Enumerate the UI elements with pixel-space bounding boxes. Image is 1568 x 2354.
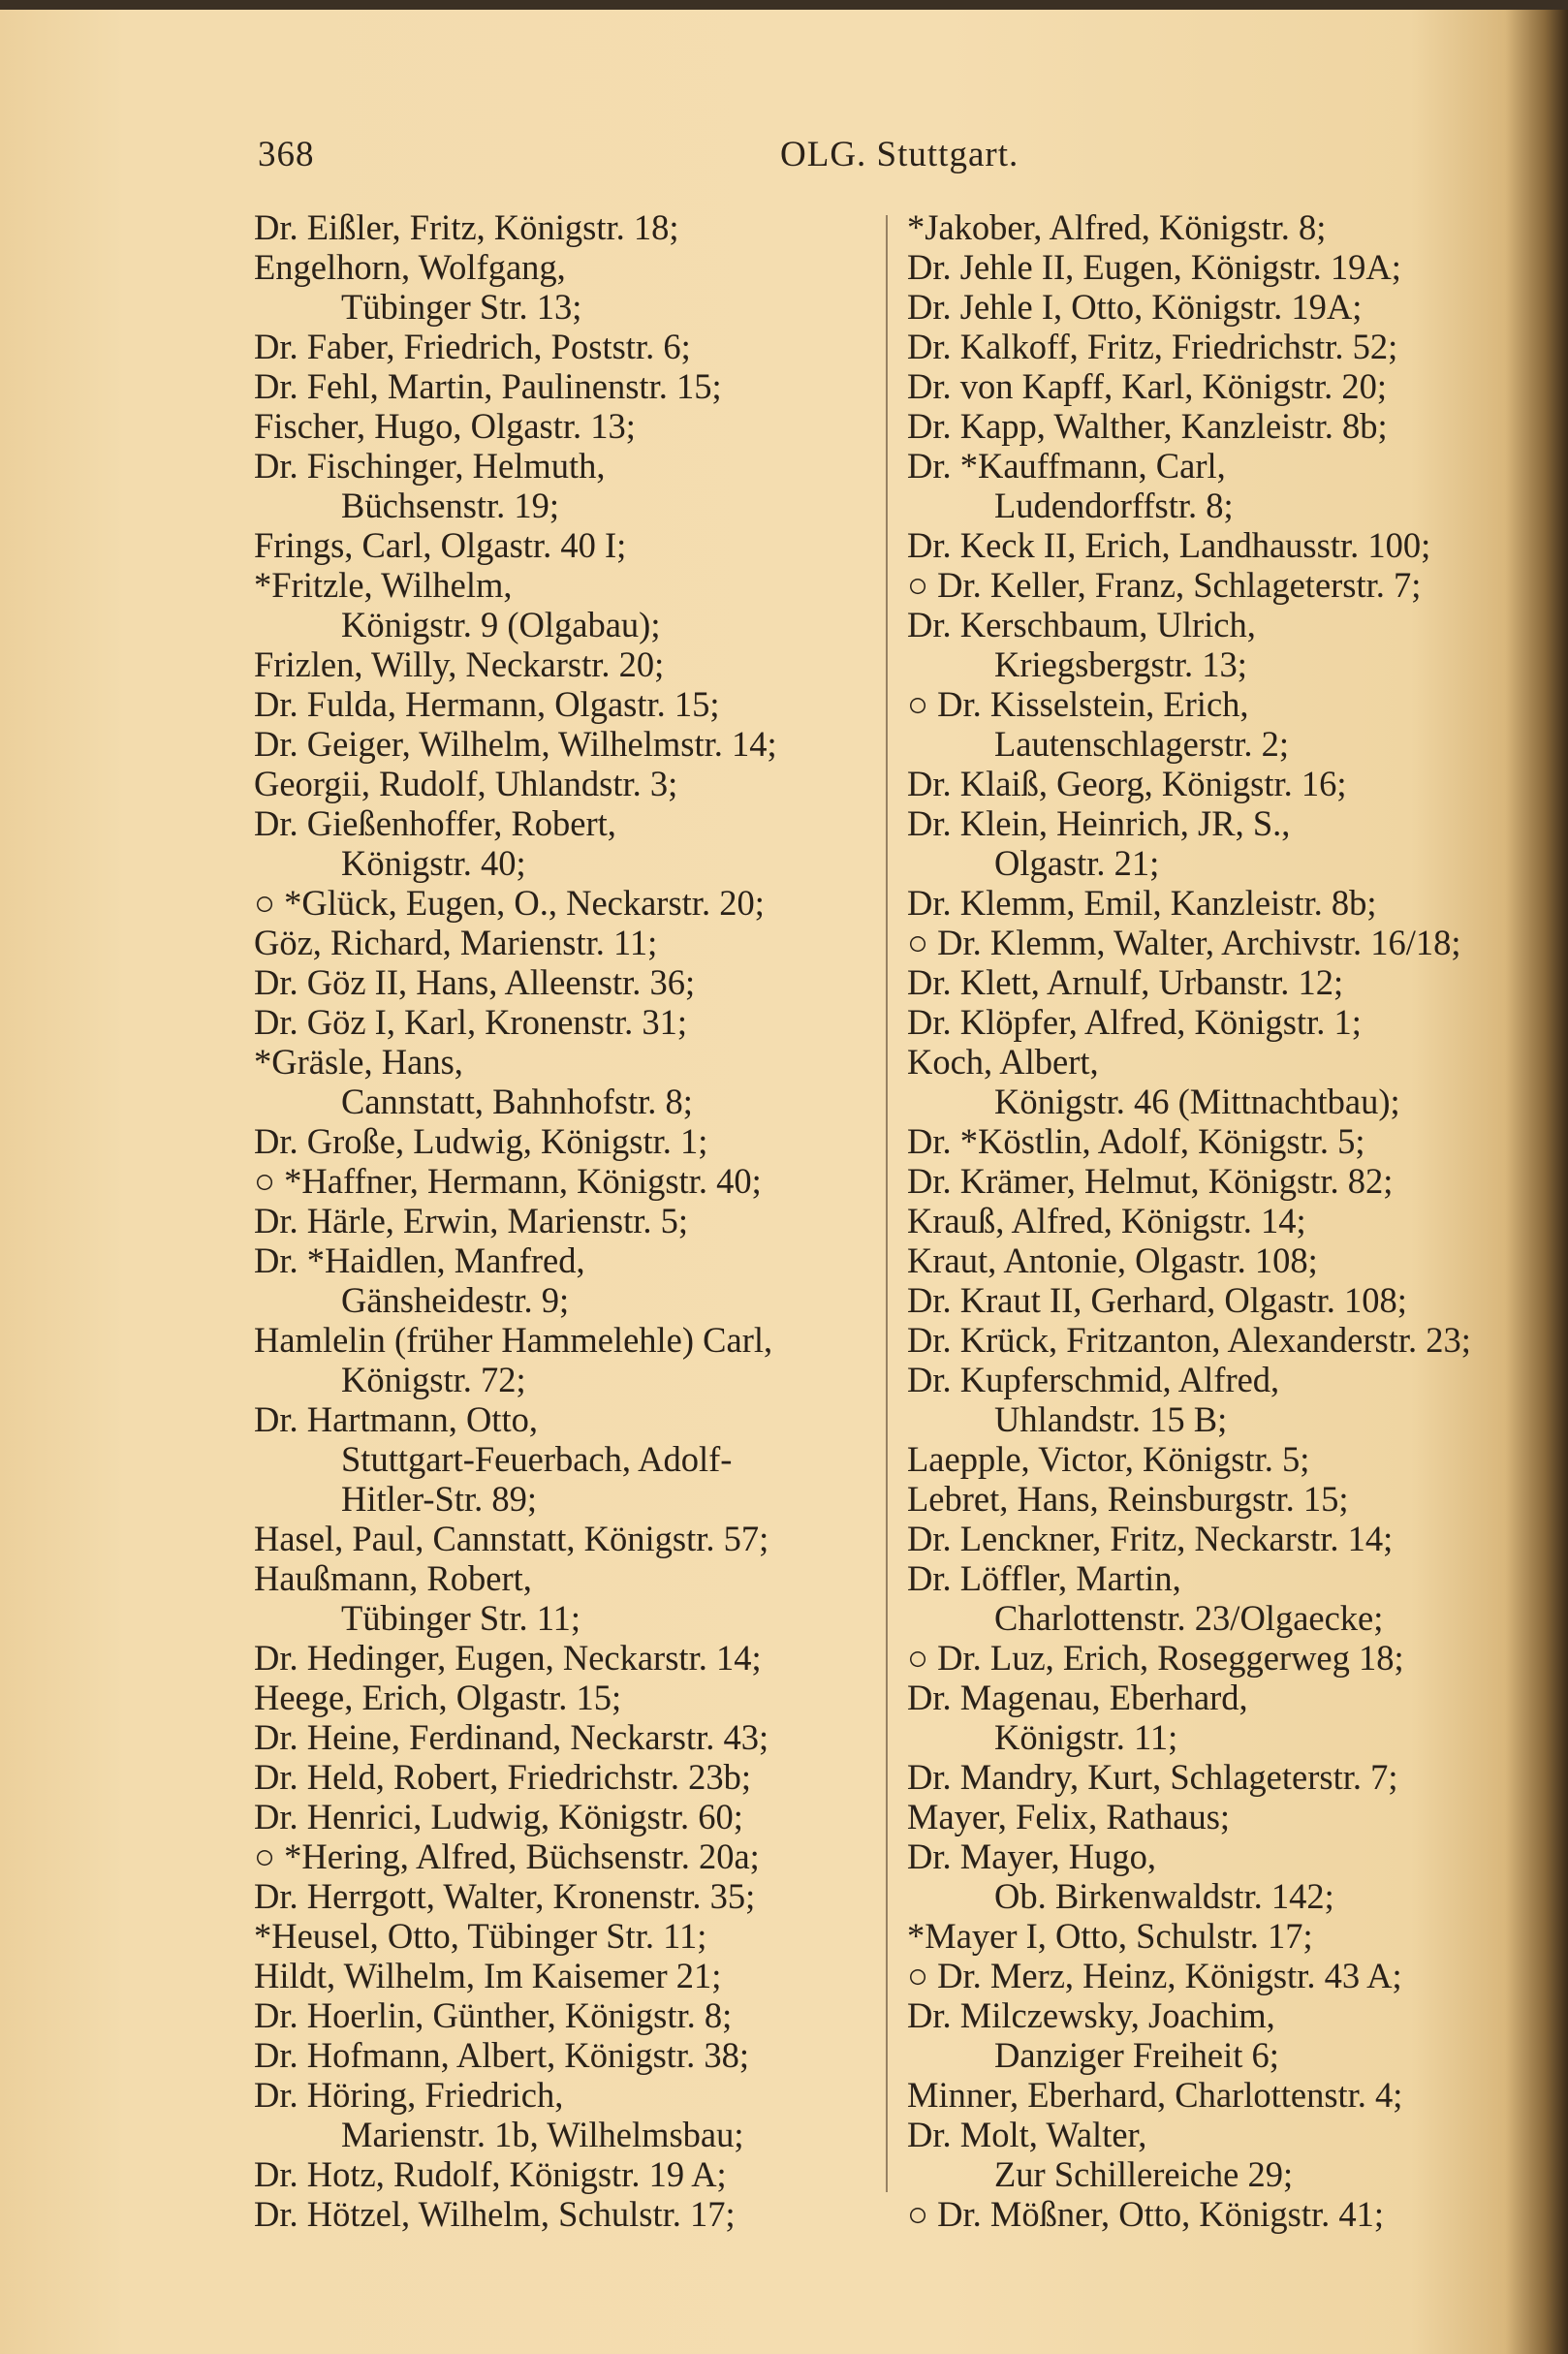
entry-line: Frizlen, Willy, Neckarstr. 20; [254,644,665,684]
entry-address-line: Königstr. 46 (Mittnachtbau); [994,1082,1400,1121]
left-column [254,207,777,2234]
entry-line: Laepple, Victor, Königstr. 5; [907,1439,1310,1479]
entry-line: Dr. von Kapff, Karl, Königstr. 20; [907,366,1388,406]
entry-line: Dr. Milczewsky, Joachim, [907,1995,1275,2035]
directory-entry [907,883,1471,923]
entry-address-line: Gänsheidestr. 9; [341,1280,570,1320]
entry-line: Dr. Kerschbaum, Ulrich, [907,605,1256,644]
entry-line: Dr. Hotz, Rudolf, Königstr. 19 A; [254,2154,727,2194]
directory-entry [907,1757,1471,1797]
directory-entry [254,644,777,684]
entry-line: Dr. Jehle II, Eugen, Königstr. 19A; [907,247,1401,287]
entry-line: Dr. Hoerlin, Günther, Königstr. 8; [254,1995,733,2035]
entry-line: Dr. *Kauffmann, Carl, [907,446,1226,486]
entry-line: Dr. Klemm, Emil, Kanzleistr. 8b; [907,883,1377,923]
entry-address-line: Königstr. 9 (Olgabau); [341,605,661,644]
entry-line: Dr. Klöpfer, Alfred, Königstr. 1; [907,1002,1362,1042]
directory-entry [254,2035,777,2075]
directory-entry [907,2115,1471,2194]
directory-entry [907,1797,1471,1836]
directory-entry [907,1320,1471,1360]
directory-entry [254,1717,777,1757]
directory-entry [907,1002,1471,1042]
directory-entry [907,1678,1471,1757]
entry-line: Lebret, Hans, Reinsburgstr. 15; [907,1479,1349,1519]
entry-line: Georgii, Rudolf, Uhlandstr. 3; [254,764,678,803]
entry-address-line: Königstr. 40; [341,843,526,883]
directory-entry [907,684,1471,764]
entry-line: Dr. Krämer, Helmut, Königstr. 82; [907,1161,1394,1201]
entry-address-line: Tübinger Str. 13; [341,287,582,327]
entry-address-line: Königstr. 11; [994,1717,1178,1757]
entry-line: Dr. *Köstlin, Adolf, Königstr. 5; [907,1121,1365,1161]
directory-entry [907,1916,1471,1956]
directory-entry [254,1995,777,2035]
directory-entry [254,406,777,446]
directory-entry [254,207,777,247]
directory-entry [254,923,777,962]
entry-line: Haußmann, Robert, [254,1558,532,1598]
entry-line: Dr. Faber, Friedrich, Poststr. 6; [254,327,691,366]
entry-line: Heege, Erich, Olgastr. 15; [254,1678,622,1717]
entry-address-line: Stuttgart-Feuerbach, Adolf- [341,1439,733,1479]
entry-line: ○ *Haffner, Hermann, Königstr. 40; [254,1161,762,1201]
directory-entry [254,1399,777,1519]
directory-entry [254,565,777,644]
entry-line: Dr. Hötzel, Wilhelm, Schulstr. 17; [254,2194,736,2234]
entry-line: Dr. Göz II, Hans, Alleenstr. 36; [254,962,696,1002]
entry-line: Dr. Herrgott, Walter, Kronenstr. 35; [254,1876,756,1916]
directory-entry [907,1280,1471,1320]
entry-line: Dr. Härle, Erwin, Marienstr. 5; [254,1201,689,1240]
entry-address-line: Büchsenstr. 19; [341,486,560,525]
entry-line: *Heusel, Otto, Tübinger Str. 11; [254,1916,707,1956]
directory-entry [254,1002,777,1042]
directory-entry [254,1558,777,1638]
directory-entry [254,1757,777,1797]
entry-line: Dr. Mayer, Hugo, [907,1836,1157,1876]
entry-line: ○ Dr. Keller, Franz, Schlageterstr. 7; [907,565,1422,605]
directory-entry [254,2194,777,2234]
directory-entry [254,1797,777,1836]
directory-entry [254,883,777,923]
entry-line: Hasel, Paul, Cannstatt, Königstr. 57; [254,1519,769,1558]
entry-address-line: Königstr. 72; [341,1360,526,1399]
entry-address-line: Ob. Birkenwaldstr. 142; [994,1876,1334,1916]
entry-line: Fischer, Hugo, Olgastr. 13; [254,406,636,446]
directory-entry [907,327,1471,366]
entry-address-line: Charlottenstr. 23/Olgaecke; [994,1598,1384,1638]
directory-entry [254,684,777,724]
entry-line: Göz, Richard, Marienstr. 11; [254,923,658,962]
entry-line: Dr. Henrici, Ludwig, Königstr. 60; [254,1797,743,1836]
entry-line: Frings, Carl, Olgastr. 40 I; [254,525,627,565]
entry-line: Krauß, Alfred, Königstr. 14; [907,1201,1306,1240]
directory-entry [254,1042,777,1121]
entry-line: Dr. Magenau, Eberhard, [907,1678,1248,1717]
directory-entry [907,1956,1471,1995]
directory-entry [907,366,1471,406]
directory-entry [254,1678,777,1717]
directory-entry [254,525,777,565]
entry-line: Engelhorn, Wolfgang, [254,247,566,287]
directory-entry [254,724,777,764]
entry-address-line: Marienstr. 1b, Wilhelmsbau; [341,2115,744,2154]
directory-entry [907,2075,1471,2115]
directory-entry [907,1240,1471,1280]
entry-line: Dr. Hofmann, Albert, Königstr. 38; [254,2035,749,2075]
directory-entry [907,1121,1471,1161]
directory-entry [254,1201,777,1240]
entry-line: Dr. Gießenhoffer, Robert, [254,803,616,843]
entry-address-line: Cannstatt, Bahnhofstr. 8; [341,1082,693,1121]
directory-entry [254,962,777,1002]
entry-line: ○ Dr. Klemm, Walter, Archivstr. 16/18; [907,923,1461,962]
entry-line: *Fritzle, Wilhelm, [254,565,513,605]
directory-entry [254,1320,777,1399]
entry-line: Dr. Jehle I, Otto, Königstr. 19A; [907,287,1363,327]
entry-line: Dr. *Haidlen, Manfred, [254,1240,585,1280]
directory-entry [907,764,1471,803]
entry-line: Dr. Klett, Arnulf, Urbanstr. 12; [907,962,1344,1002]
entry-line: Dr. Kapp, Walther, Kanzleistr. 8b; [907,406,1388,446]
entry-line: Hildt, Wilhelm, Im Kaisemer 21; [254,1956,722,1995]
directory-entry [254,1638,777,1678]
entry-line: Dr. Hartmann, Otto, [254,1399,538,1439]
entry-line: Hamlelin (früher Hammelehle) Carl, [254,1320,773,1360]
entry-line: Dr. Hedinger, Eugen, Neckarstr. 14; [254,1638,762,1678]
directory-entry [907,1360,1471,1439]
directory-entry [254,764,777,803]
right-column [907,207,1471,2234]
directory-entry [907,605,1471,684]
directory-entry [907,1836,1471,1916]
entry-address-line: Lautenschlagerstr. 2; [994,724,1290,764]
entry-line: Dr. Mandry, Kurt, Schlageterstr. 7; [907,1757,1398,1797]
entry-line: *Jakober, Alfred, Königstr. 8; [907,207,1327,247]
directory-entry [907,1439,1471,1479]
entry-line: Dr. Heine, Ferdinand, Neckarstr. 43; [254,1717,769,1757]
directory-entry [254,2154,777,2194]
column-divider [886,215,888,2192]
scan-top-edge [0,0,1568,10]
directory-entry [907,2194,1471,2234]
entry-address-line: Kriegsbergstr. 13; [994,644,1247,684]
entry-line: Dr. Keck II, Erich, Landhausstr. 100; [907,525,1431,565]
directory-entry [254,1121,777,1161]
page-number: 368 [258,135,315,174]
directory-entry [907,207,1471,247]
directory-entry [907,1042,1471,1121]
entry-line: Dr. Kraut II, Gerhard, Olgastr. 108; [907,1280,1407,1320]
entry-line: Dr. Geiger, Wilhelm, Wilhelmstr. 14; [254,724,777,764]
entry-line: Dr. Held, Robert, Friedrichstr. 23b; [254,1757,751,1797]
entry-line: Dr. Löffler, Martin, [907,1558,1181,1598]
directory-entry [254,366,777,406]
entry-line: Dr. Fehl, Martin, Paulinenstr. 15; [254,366,722,406]
entry-line: Mayer, Felix, Rathaus; [907,1797,1231,1836]
entry-line: Dr. Klaiß, Georg, Königstr. 16; [907,764,1347,803]
entry-line: Dr. Krück, Fritzanton, Alexanderstr. 23; [907,1320,1471,1360]
entry-line: Dr. Kupferschmid, Alfred, [907,1360,1280,1399]
entry-line: Dr. Fischinger, Helmuth, [254,446,606,486]
entry-address-line: Uhlandstr. 15 B; [994,1399,1228,1439]
directory-entry [907,1479,1471,1519]
directory-entry [254,1836,777,1876]
directory-entry [907,803,1471,883]
directory-entry [254,1161,777,1201]
entry-line: Dr. Göz I, Karl, Kronenstr. 31; [254,1002,688,1042]
directory-entry [254,1916,777,1956]
entry-address-line: Ludendorffstr. 8; [994,486,1234,525]
directory-entry [254,803,777,883]
directory-entry [254,247,777,327]
entry-line: ○ Dr. Luz, Erich, Roseggerweg 18; [907,1638,1404,1678]
entry-line: ○ Dr. Kisselstein, Erich, [907,684,1249,724]
entry-line: Kraut, Antonie, Olgastr. 108; [907,1240,1318,1280]
directory-entry [907,1519,1471,1558]
directory-entry [907,1558,1471,1638]
directory-entry [254,1240,777,1320]
entry-line: Dr. Eißler, Fritz, Königstr. 18; [254,207,679,247]
directory-entry [907,525,1471,565]
entry-address-line: Danziger Freiheit 6; [994,2035,1279,2075]
entry-line: *Mayer I, Otto, Schulstr. 17; [907,1916,1313,1956]
directory-entry [254,1876,777,1916]
directory-entry [907,923,1471,962]
entry-address-line: Olgastr. 21; [994,843,1160,883]
entry-line: ○ Dr. Merz, Heinz, Königstr. 43 A; [907,1956,1402,1995]
entry-line: *Gräsle, Hans, [254,1042,463,1082]
directory-entry [254,327,777,366]
entry-line: Dr. Molt, Walter, [907,2115,1147,2154]
entry-line: Dr. Klein, Heinrich, JR, S., [907,803,1291,843]
directory-entry [907,1161,1471,1201]
entry-address-line: Tübinger Str. 11; [341,1598,581,1638]
directory-entry [907,1995,1471,2075]
directory-entry [907,446,1471,525]
entry-line: ○ Dr. Mößner, Otto, Königstr. 41; [907,2194,1385,2234]
entry-address-line: Zur Schillereiche 29; [994,2154,1294,2194]
directory-entry [254,1956,777,1995]
entry-line: Koch, Albert, [907,1042,1099,1082]
entry-line: Dr. Kalkoff, Fritz, Friedrichstr. 52; [907,327,1398,366]
directory-entry [254,1519,777,1558]
entry-line: Minner, Eberhard, Charlottenstr. 4; [907,2075,1403,2115]
entry-line: ○ *Glück, Eugen, O., Neckarstr. 20; [254,883,765,923]
entry-line: ○ *Hering, Alfred, Büchsenstr. 20a; [254,1836,760,1876]
directory-entry [254,446,777,525]
directory-entry [907,565,1471,605]
directory-entry [907,247,1471,287]
entry-line: Dr. Lenckner, Fritz, Neckarstr. 14; [907,1519,1394,1558]
running-title: OLG. Stuttgart. [780,135,1019,174]
directory-entry [254,2075,777,2154]
entry-line: Dr. Fulda, Hermann, Olgastr. 15; [254,684,720,724]
entry-line: Dr. Höring, Friedrich, [254,2075,564,2115]
entry-line: Dr. Große, Ludwig, Königstr. 1; [254,1121,708,1161]
directory-entry [907,1201,1471,1240]
directory-entry [907,287,1471,327]
entry-address-line: Hitler-Str. 89; [341,1479,538,1519]
directory-entry [907,962,1471,1002]
directory-entry [907,406,1471,446]
directory-entry [907,1638,1471,1678]
